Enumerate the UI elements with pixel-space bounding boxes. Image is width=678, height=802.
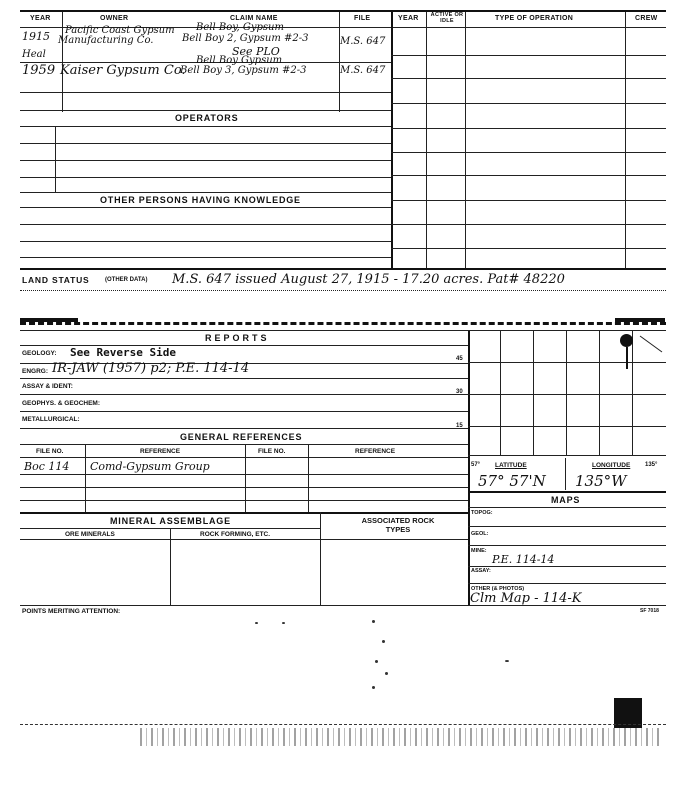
scan-artifact <box>282 622 285 624</box>
row-rule <box>391 200 666 201</box>
rule <box>468 566 666 567</box>
row-rule <box>391 224 666 225</box>
col-divider <box>170 528 171 605</box>
rule <box>20 444 468 445</box>
col-owner: OWNER <box>100 15 129 22</box>
reports-heading: REPORTS <box>205 333 270 343</box>
gr-file-no: FILE NO. <box>36 448 64 455</box>
location-marker-stem <box>626 347 628 369</box>
col-divider <box>465 12 466 268</box>
scan-artifact <box>255 622 258 624</box>
claim-2-claim-bottom: Bell Boy 3, Gypsum #2-3 <box>180 65 307 76</box>
scan-artifact <box>385 672 388 675</box>
row-rule <box>20 207 391 208</box>
gr-reference-2: REFERENCE <box>355 448 396 455</box>
scan-artifact <box>375 660 378 663</box>
claim-2-claim-top: Bell Boy Gypsum <box>196 55 283 66</box>
rule <box>20 457 468 458</box>
grid-line <box>468 362 666 363</box>
claim-1-owner-bottom: Manufacturing Co. <box>58 35 154 46</box>
metallurgical-label: METALLURGICAL: <box>22 416 80 423</box>
grid-line <box>500 330 501 455</box>
table-top-border <box>20 10 666 12</box>
rule <box>468 545 666 546</box>
rule <box>20 378 468 379</box>
rule <box>20 330 468 331</box>
rule <box>20 474 468 475</box>
row-rule <box>391 78 666 79</box>
other-photos-label: OTHER (& PHOTOS) <box>471 586 525 592</box>
scan-artifact <box>20 318 78 322</box>
claim-1-owner-top: Pacific Coast Gypsum <box>65 25 175 36</box>
gr-row-1-reference: Comd-Gypsum Group <box>90 460 210 473</box>
col-type-of-operation: TYPE OF OPERATION <box>495 15 574 22</box>
col-active-idle: ACTIVE OR IDLE <box>430 12 464 24</box>
row-rule <box>20 257 391 258</box>
col-divider <box>308 444 309 512</box>
form-number: SF 7018 <box>640 608 659 614</box>
row-rule <box>391 55 666 56</box>
grid-line <box>566 330 567 455</box>
row-rule <box>20 92 391 93</box>
col-claim-name: CLAIM NAME <box>230 15 278 22</box>
claim-2-year: 1959 <box>22 63 56 78</box>
grid-line <box>565 458 566 490</box>
rule <box>468 526 666 527</box>
land-status-label: LAND STATUS <box>22 275 90 285</box>
geology-value: See Reverse Side <box>70 346 176 359</box>
engrg-label: ENGRG: <box>22 368 48 375</box>
row-rule <box>20 160 391 161</box>
row-rule <box>20 224 391 225</box>
row-rule <box>391 128 666 129</box>
heal-note: Heal <box>22 49 46 60</box>
grid-line <box>632 330 633 455</box>
row-rule <box>391 152 666 153</box>
grid-line <box>468 394 666 395</box>
scale-number: 15 <box>456 423 463 429</box>
other-persons-heading: OTHER PERSONS HAVING KNOWLEDGE <box>100 195 301 205</box>
gr-file-no-2: FILE NO. <box>258 448 286 455</box>
rule <box>20 394 468 395</box>
rule <box>20 487 468 488</box>
col-divider <box>55 126 56 192</box>
scan-artifact <box>505 660 509 662</box>
row-rule <box>391 248 666 249</box>
col-file: FILE <box>354 15 371 22</box>
claim-1-claim-bottom: Bell Boy 2, Gypsum #2-3 <box>182 33 309 44</box>
land-status-value: M.S. 647 issued August 27, 1915 - 17.20 acres. Pat# 48220 <box>172 272 565 287</box>
operators-heading: OPERATORS <box>175 113 239 123</box>
associated-rock-types-heading: ASSOCIATED ROCK TYPES <box>361 516 435 534</box>
claim-1-claim-top: Bell Boy, Gypsum <box>196 22 284 33</box>
deg-right: 135° <box>645 462 658 468</box>
col-divider <box>320 512 321 605</box>
grid-top <box>468 330 666 331</box>
grid-line <box>533 330 534 455</box>
geophys-label: GEOPHYS. & GEOCHEM: <box>22 400 101 407</box>
rule <box>468 507 666 508</box>
diagonal-mark-icon <box>638 334 664 354</box>
scale-number: 45 <box>456 356 463 362</box>
geology-label: GEOLOGY: <box>22 350 57 357</box>
location-marker-icon <box>620 334 633 347</box>
engrg-value: IR-JAW (1957) p2; P.E. 114-14 <box>52 361 250 376</box>
land-status-sub: (OTHER DATA) <box>105 277 148 283</box>
main-divider <box>391 10 393 268</box>
row-rule <box>20 110 391 111</box>
rock-forming-heading: ROCK FORMING, ETC. <box>200 531 271 538</box>
grid-left-border <box>468 330 470 605</box>
ore-minerals-heading: ORE MINERALS <box>65 531 115 538</box>
geol-label: GEOL: <box>471 531 489 537</box>
longitude-value: 135°W <box>575 472 627 490</box>
col-crew: CREW <box>635 15 658 22</box>
row-rule <box>391 103 666 104</box>
scan-artifact <box>615 318 665 322</box>
scan-artifact <box>372 620 375 623</box>
row-rule <box>391 175 666 176</box>
grid-line <box>599 330 600 455</box>
scale-number: 30 <box>456 389 463 395</box>
scan-artifact <box>20 724 666 725</box>
col-divider <box>625 12 626 268</box>
general-references-heading: GENERAL REFERENCES <box>180 432 303 442</box>
gr-reference: REFERENCE <box>140 448 181 455</box>
col-divider <box>426 12 427 268</box>
row-rule <box>20 126 391 127</box>
mine-value: P.E. 114-14 <box>492 553 555 566</box>
gr-row-1-file: Boc 114 <box>24 460 70 473</box>
mineral-assemblage-heading: MINERAL ASSEMBLAGE <box>110 516 231 526</box>
col-year: YEAR <box>30 15 51 22</box>
assay-label: ASSAY & IDENT: <box>22 383 73 390</box>
grid-line <box>468 455 666 456</box>
assay-map-label: ASSAY: <box>471 568 491 574</box>
deg-left: 57° <box>471 462 481 468</box>
scan-artifact <box>372 686 375 689</box>
land-status-rule <box>20 290 666 291</box>
rule <box>20 428 468 429</box>
col-year-2: YEAR <box>398 15 419 22</box>
col-divider <box>245 444 246 512</box>
row-rule <box>20 192 391 193</box>
scan-artifact <box>382 640 385 643</box>
maps-heading: MAPS <box>551 495 581 505</box>
row-rule <box>20 241 391 242</box>
table-bottom-border <box>20 268 666 270</box>
rule <box>20 539 468 540</box>
row-rule <box>20 177 391 178</box>
latitude-label: LATITUDE <box>495 462 527 469</box>
reports-top-border <box>20 322 666 325</box>
claim-1-file: M.S. 647 <box>340 36 386 47</box>
other-photos-value: Clm Map - 114-K <box>470 591 582 606</box>
topog-label: TOPOG: <box>471 510 493 516</box>
longitude-label: LONGITUDE <box>592 462 631 469</box>
row-rule <box>20 143 391 144</box>
rule <box>20 500 468 501</box>
rule <box>20 512 468 514</box>
grid-line <box>468 491 666 493</box>
points-meriting-label: POINTS MERITING ATTENTION: <box>22 608 121 615</box>
claim-1-year: 1915 <box>22 30 50 43</box>
rule <box>20 411 468 412</box>
claim-2-file: M.S. 647 <box>340 65 386 76</box>
scan-artifact <box>140 728 660 746</box>
rule <box>468 583 666 584</box>
grid-line <box>468 426 666 427</box>
see-plo-note: See PLO <box>232 45 280 58</box>
claim-2-owner: Kaiser Gypsum Co. <box>60 63 186 78</box>
mine-label: MINE: <box>471 548 487 554</box>
latitude-value: 57° 57'N <box>478 472 546 490</box>
col-divider <box>85 444 86 512</box>
